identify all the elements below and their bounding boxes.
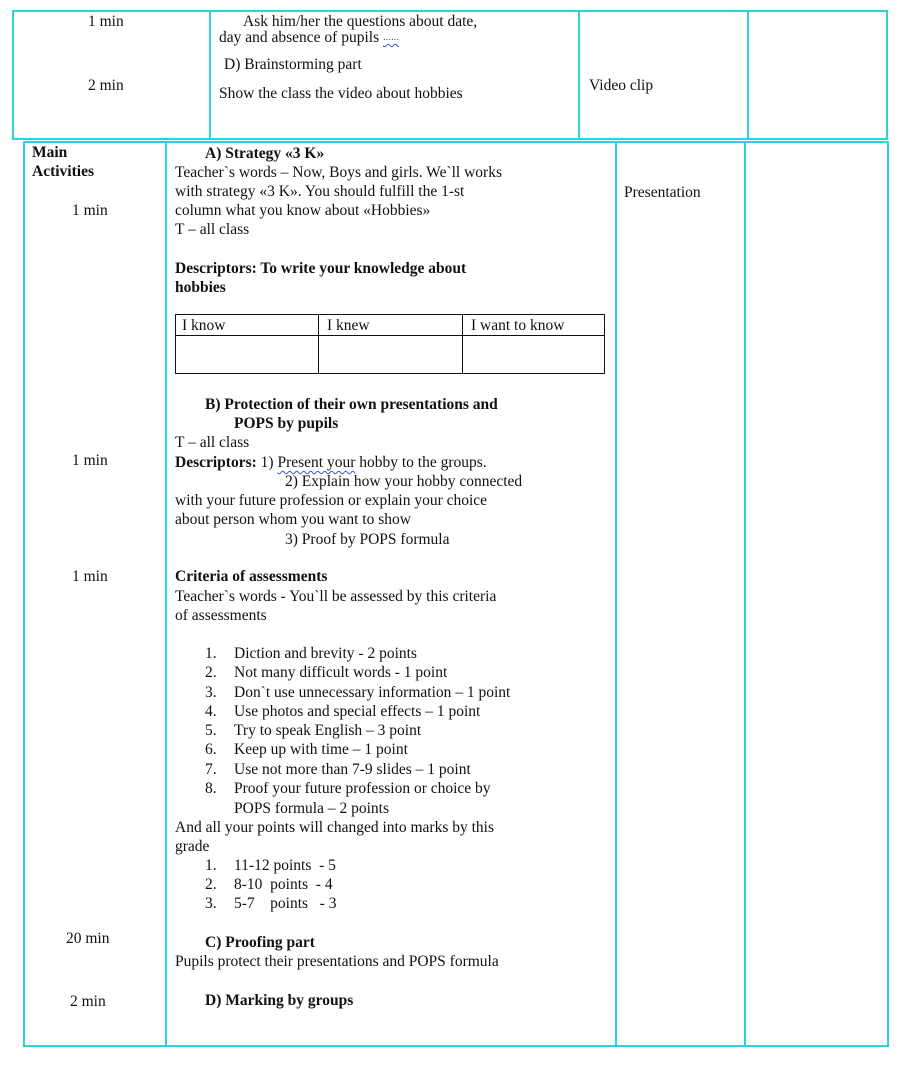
criteria-item: Not many difficult words - 1 point [234, 664, 448, 681]
class-format-text: T – all class [175, 434, 250, 451]
strategy-text-line: with strategy «3 K». You should fulfill the 1-st [175, 183, 465, 200]
marking-heading: D) Marking by groups [205, 992, 354, 1009]
strategy-text-line: column what you know about «Hobbies» [175, 202, 431, 219]
ask-questions-line: Ask him/her the questions about date, [243, 13, 478, 30]
criteria-item: Don`t use unnecessary information – 1 point [234, 684, 511, 701]
criteria-number: 5. [205, 722, 217, 739]
main-table-top-border [23, 141, 889, 143]
grade-item: 11-12 points - 5 [234, 857, 336, 874]
criteria-number: 2. [205, 664, 217, 681]
three-k-column-divider [462, 315, 463, 373]
criteria-item: Proof your future profession or choice by [234, 780, 491, 797]
criteria-number: 6. [205, 741, 217, 758]
timing-label: 2 min [70, 993, 106, 1010]
marks-text: And all your points will changed into marks by this [175, 819, 495, 836]
descriptor-text: Descriptors: To write your knowledge about [175, 260, 467, 277]
grade-item: 8-10 points - 4 [234, 876, 333, 893]
timing-label: 20 min [66, 930, 110, 947]
timing-label: 1 min [72, 568, 108, 585]
spellcheck-mark: …… [383, 33, 399, 42]
criteria-number: 4. [205, 703, 217, 720]
descriptor-text: 3) Proof by POPS formula [285, 531, 450, 548]
criteria-number: 1. [205, 645, 217, 662]
three-k-header-knew: I knew [327, 317, 370, 334]
ask-questions-text: day and absence of pupils [219, 29, 383, 46]
main-table-col-border [744, 141, 746, 1047]
descriptor-text: about person whom you want to show [175, 511, 411, 528]
main-table-col-border [615, 141, 617, 1047]
timing-label: 2 min [88, 77, 124, 94]
main-table-bottom-border [23, 1045, 889, 1047]
main-table-col-border [887, 141, 889, 1047]
main-table-col-border [165, 141, 167, 1047]
top-table-col-border [12, 10, 14, 140]
criteria-intro: Teacher`s words - You`ll be assessed by this criteria [175, 588, 497, 605]
strategy-text-line: T – all class [175, 221, 250, 238]
three-k-table [175, 314, 605, 374]
criteria-heading: Criteria of assessments [175, 568, 328, 585]
timing-label: 1 min [72, 452, 108, 469]
section-label: Activities [32, 163, 94, 180]
top-table-bottom-border [12, 138, 888, 140]
section-label: Main [32, 144, 68, 161]
resource-label: Presentation [624, 184, 701, 201]
top-table-col-border [886, 10, 888, 140]
criteria-number: 7. [205, 761, 217, 778]
criteria-number: 3. [205, 684, 217, 701]
descriptor-line-1 [175, 453, 487, 472]
criteria-intro: of assessments [175, 607, 267, 624]
grade-item: 5-7 points - 3 [234, 895, 337, 912]
strategy-text-line: Teacher`s words – Now, Boys and girls. We`ll works [175, 164, 502, 181]
main-table-col-border [23, 141, 25, 1047]
resource-label: Video clip [589, 77, 654, 94]
criteria-item: Try to speak English – 3 point [234, 722, 422, 739]
top-table-col-border [747, 10, 749, 140]
criteria-item: Use not more than 7-9 slides – 1 point [234, 761, 471, 778]
descriptor-text: with your future profession or explain your choice [175, 492, 488, 509]
criteria-item: Use photos and special effects – 1 point [234, 703, 481, 720]
show-video-text: Show the class the video about hobbies [219, 85, 463, 102]
protection-heading: B) Protection of their own presentations and [205, 396, 498, 413]
timing-label: 1 min [72, 202, 108, 219]
descriptors-label: Descriptors: [175, 454, 257, 471]
spellcheck-marked-text: Present your [277, 454, 356, 471]
descriptor-text: 2) Explain how your hobby connected [285, 473, 523, 490]
ask-questions-line-2 [219, 28, 399, 47]
descriptor-number: 1) [256, 454, 278, 471]
criteria-item: Keep up with time – 1 point [234, 741, 408, 758]
top-table-col-border [209, 10, 211, 140]
protection-heading-cont: POPS by pupils [234, 415, 339, 432]
grade-number: 1. [205, 857, 217, 874]
marks-text: grade [175, 838, 210, 855]
descriptor-text: hobbies [175, 279, 226, 296]
three-k-column-divider [318, 315, 319, 373]
grade-number: 2. [205, 876, 217, 893]
criteria-item: Diction and brevity - 2 points [234, 645, 417, 662]
brainstorm-heading: D) Brainstorming part [224, 56, 362, 73]
descriptor-text: hobby to the groups. [355, 454, 487, 471]
three-k-header-want: I want to know [471, 317, 565, 334]
timing-label: 1 min [88, 13, 124, 30]
strategy-heading: A) Strategy «3 K» [205, 145, 325, 162]
three-k-header-know: I know [182, 317, 226, 334]
criteria-item-cont: POPS formula – 2 points [234, 800, 390, 817]
proofing-text: Pupils protect their presentations and POPS formula [175, 953, 499, 970]
grade-number: 3. [205, 895, 217, 912]
top-table-col-border [578, 10, 580, 140]
criteria-number: 8. [205, 780, 217, 797]
proofing-heading: C) Proofing part [205, 934, 315, 951]
